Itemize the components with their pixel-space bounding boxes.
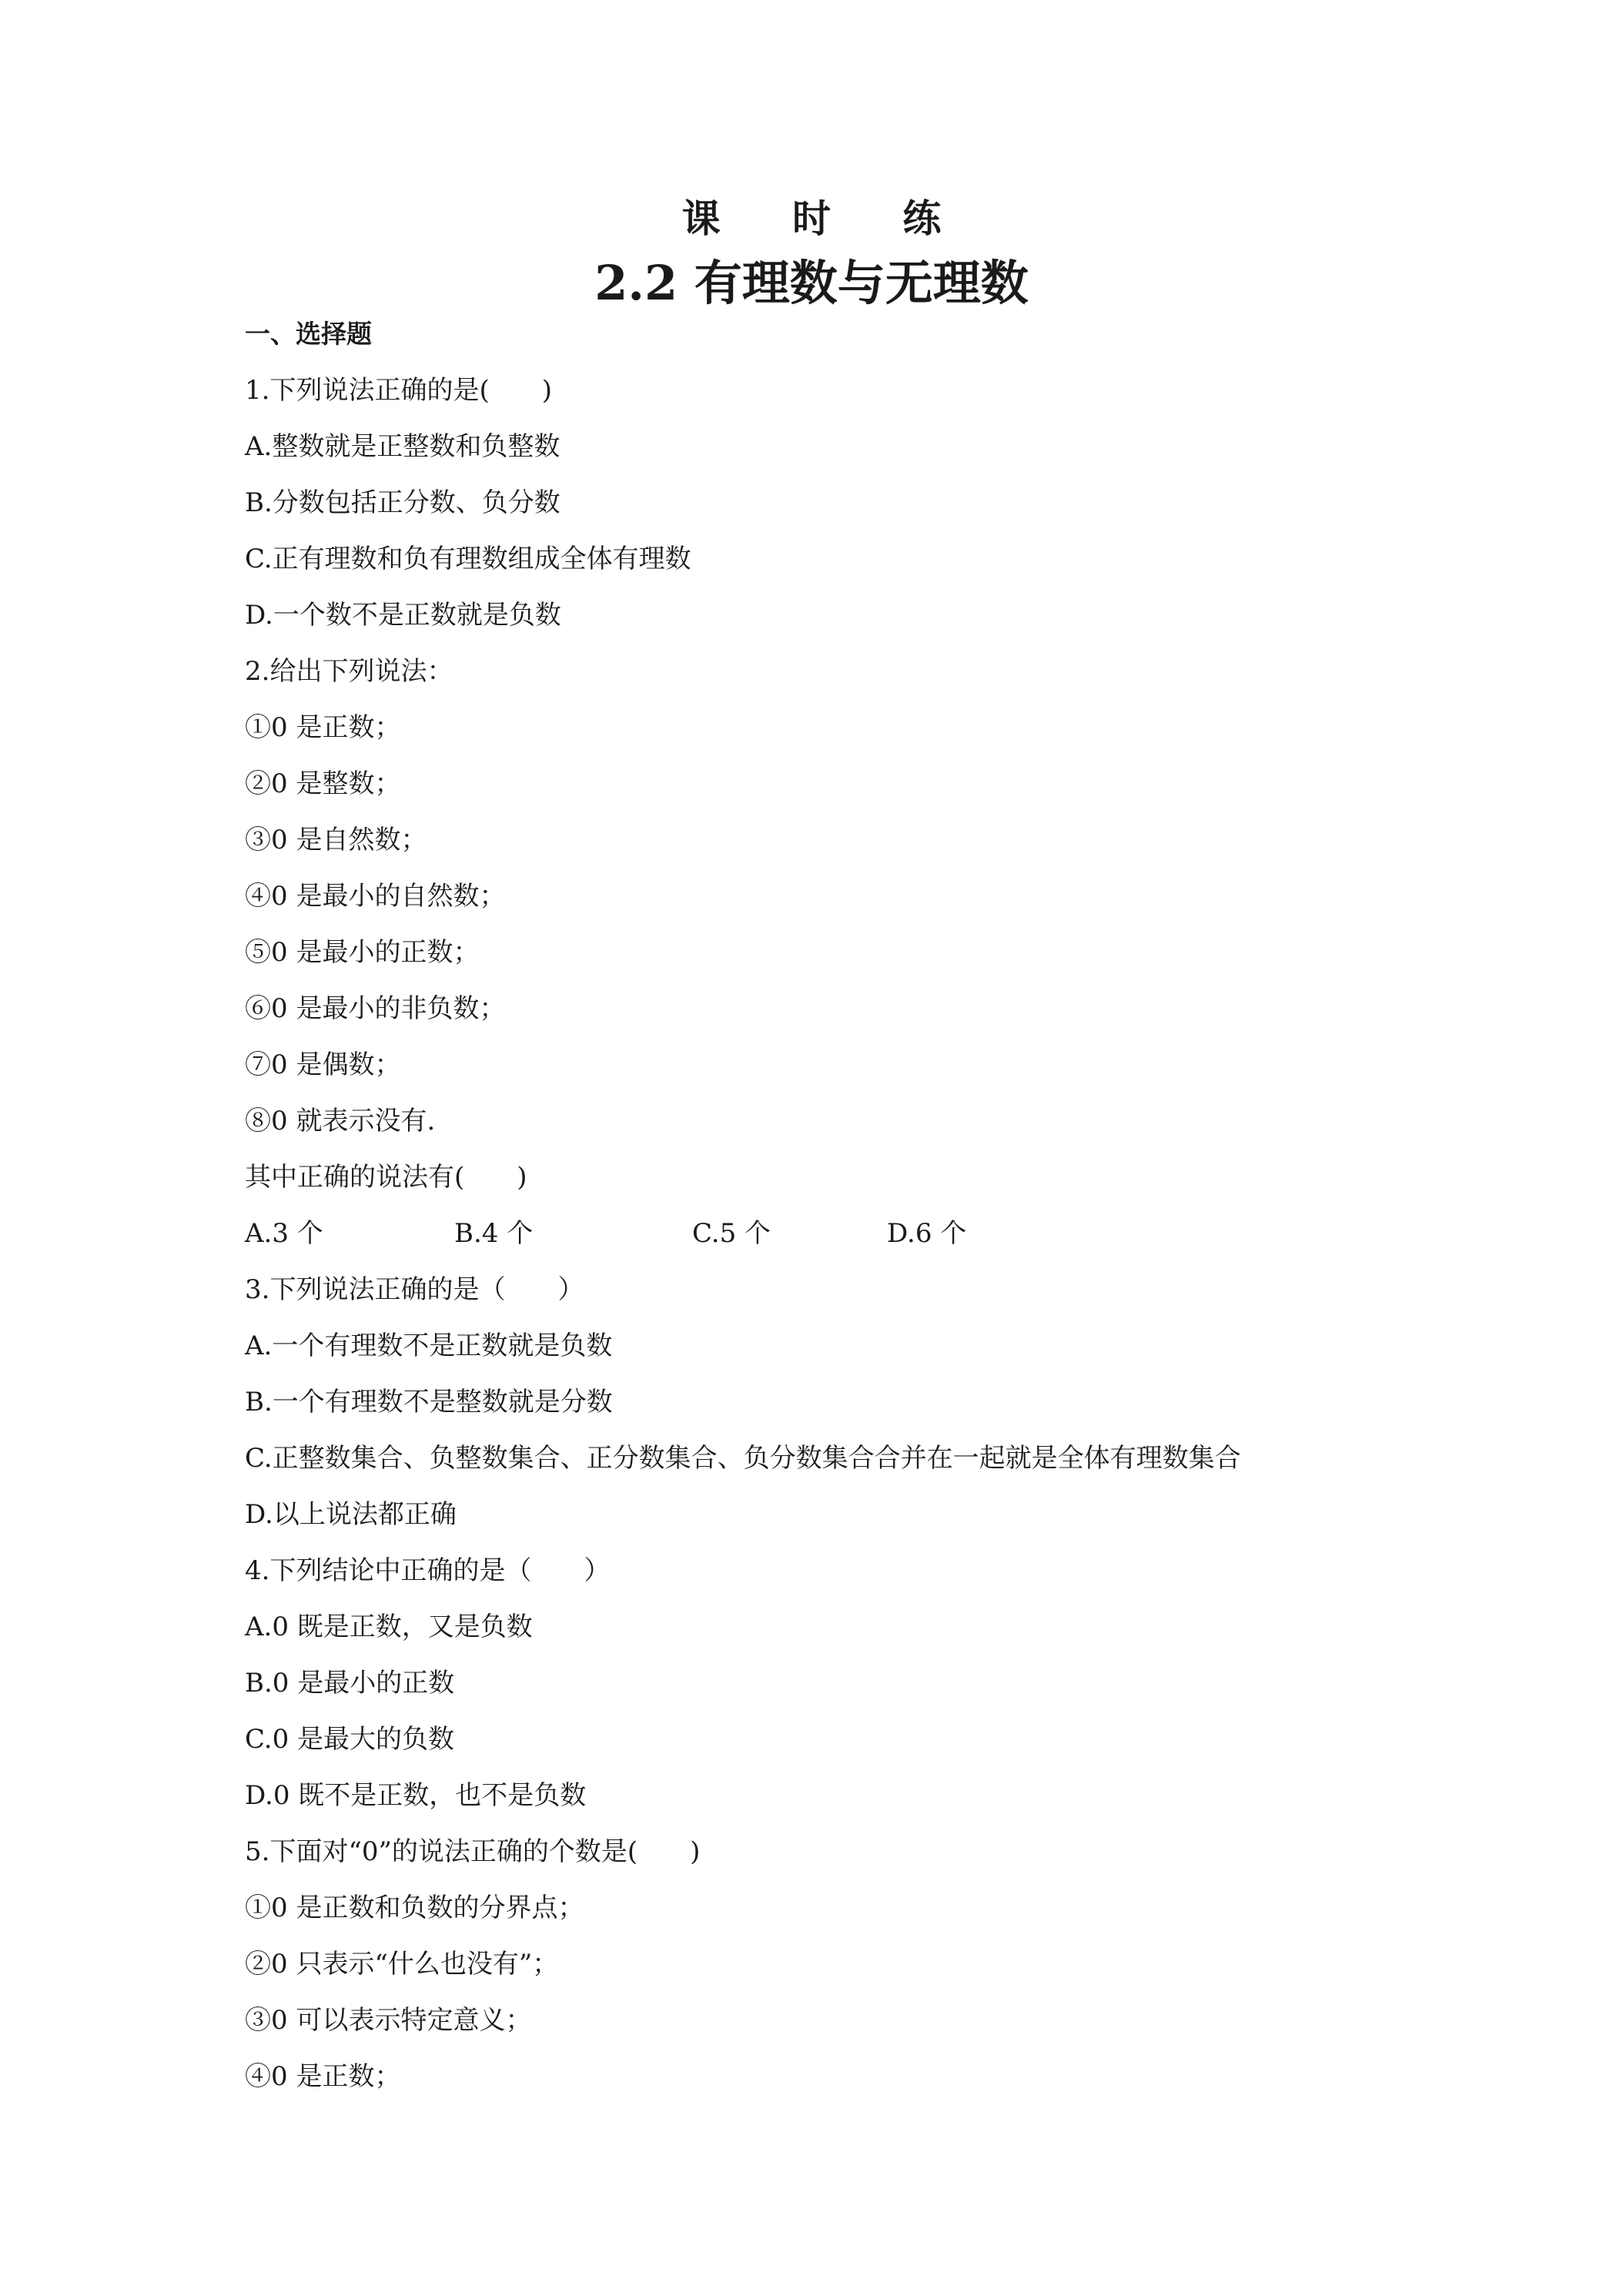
question-5-statement: ④0 是正数；: [245, 2061, 401, 2092]
question-4-option-d: D.0 既不是正数，也不是负数: [245, 1780, 587, 1811]
question-3-option-b: B.一个有理数不是整数就是分数: [245, 1387, 613, 1417]
question-2-statement: ②0 是整数；: [245, 768, 401, 799]
question-4-stem: 4.下列结论中正确的是（ ）: [245, 1555, 611, 1586]
question-2-options: [245, 1215, 1415, 1271]
worksheet-subtitle: 课 时 练: [681, 196, 971, 241]
question-2-statement: ④0 是最小的自然数；: [245, 881, 506, 912]
question-2-statement: ③0 是自然数；: [245, 825, 427, 855]
question-2-option-d: D.6 个: [887, 1218, 967, 1249]
question-list: [245, 372, 1415, 2114]
question-2-statement: ⑧0 就表示没有.: [245, 1106, 436, 1136]
worksheet-title: 2.2 有理数与无理数: [594, 255, 1029, 311]
question-2-stem: 2.给出下列说法：: [245, 656, 453, 687]
question-1-option-c: C.正有理数和负有理数组成全体有理数: [245, 544, 691, 574]
question-1-option-b: B.分数包括正分数、负分数: [245, 487, 561, 518]
question-5-statement: ①0 是正数和负数的分界点；: [245, 1893, 584, 1923]
question-2-statement: ⑦0 是偶数；: [245, 1049, 401, 1080]
question-5-statement: ③0 可以表示特定意义；: [245, 2005, 532, 2036]
question-2-statement: ⑤0 是最小的正数；: [245, 937, 480, 968]
question-3-option-a: A.一个有理数不是正数就是负数: [245, 1330, 613, 1361]
question-4-option-a: A.0 既是正数，又是负数: [245, 1612, 533, 1642]
question-2-option-a: A.3 个: [245, 1218, 323, 1249]
question-1-option-d: D.一个数不是正数就是负数: [245, 600, 561, 631]
question-5-statement: ②0 只表示“什么也没有”；: [245, 1949, 559, 1980]
question-3-option-c: C.正整数集合、负整数集合、正分数集合、负分数集合合并在一起就是全体有理数集合: [245, 1443, 1241, 1474]
question-3-stem: 3.下列说法正确的是（ ）: [245, 1274, 584, 1305]
question-4-option-c: C.0 是最大的负数: [245, 1724, 455, 1755]
question-2-option-b: B.4 个: [454, 1218, 534, 1249]
question-2-statement: ⑥0 是最小的非负数；: [245, 993, 506, 1024]
question-2-option-c: C.5 个: [692, 1218, 771, 1249]
question-4-option-b: B.0 是最小的正数: [245, 1668, 455, 1699]
question-5-stem: 5.下面对“0”的说法正确的个数是( ): [245, 1836, 701, 1867]
question-2-statement: ①0 是正数；: [245, 712, 401, 743]
question-2-prompt: 其中正确的说法有( ): [245, 1162, 527, 1193]
question-1-option-a: A.整数就是正整数和负整数: [245, 431, 561, 462]
question-1-stem: 1.下列说法正确的是( ): [245, 375, 552, 406]
section-heading: 一、选择题: [245, 319, 372, 349]
question-3-option-d: D.以上说法都正确: [245, 1499, 457, 1530]
